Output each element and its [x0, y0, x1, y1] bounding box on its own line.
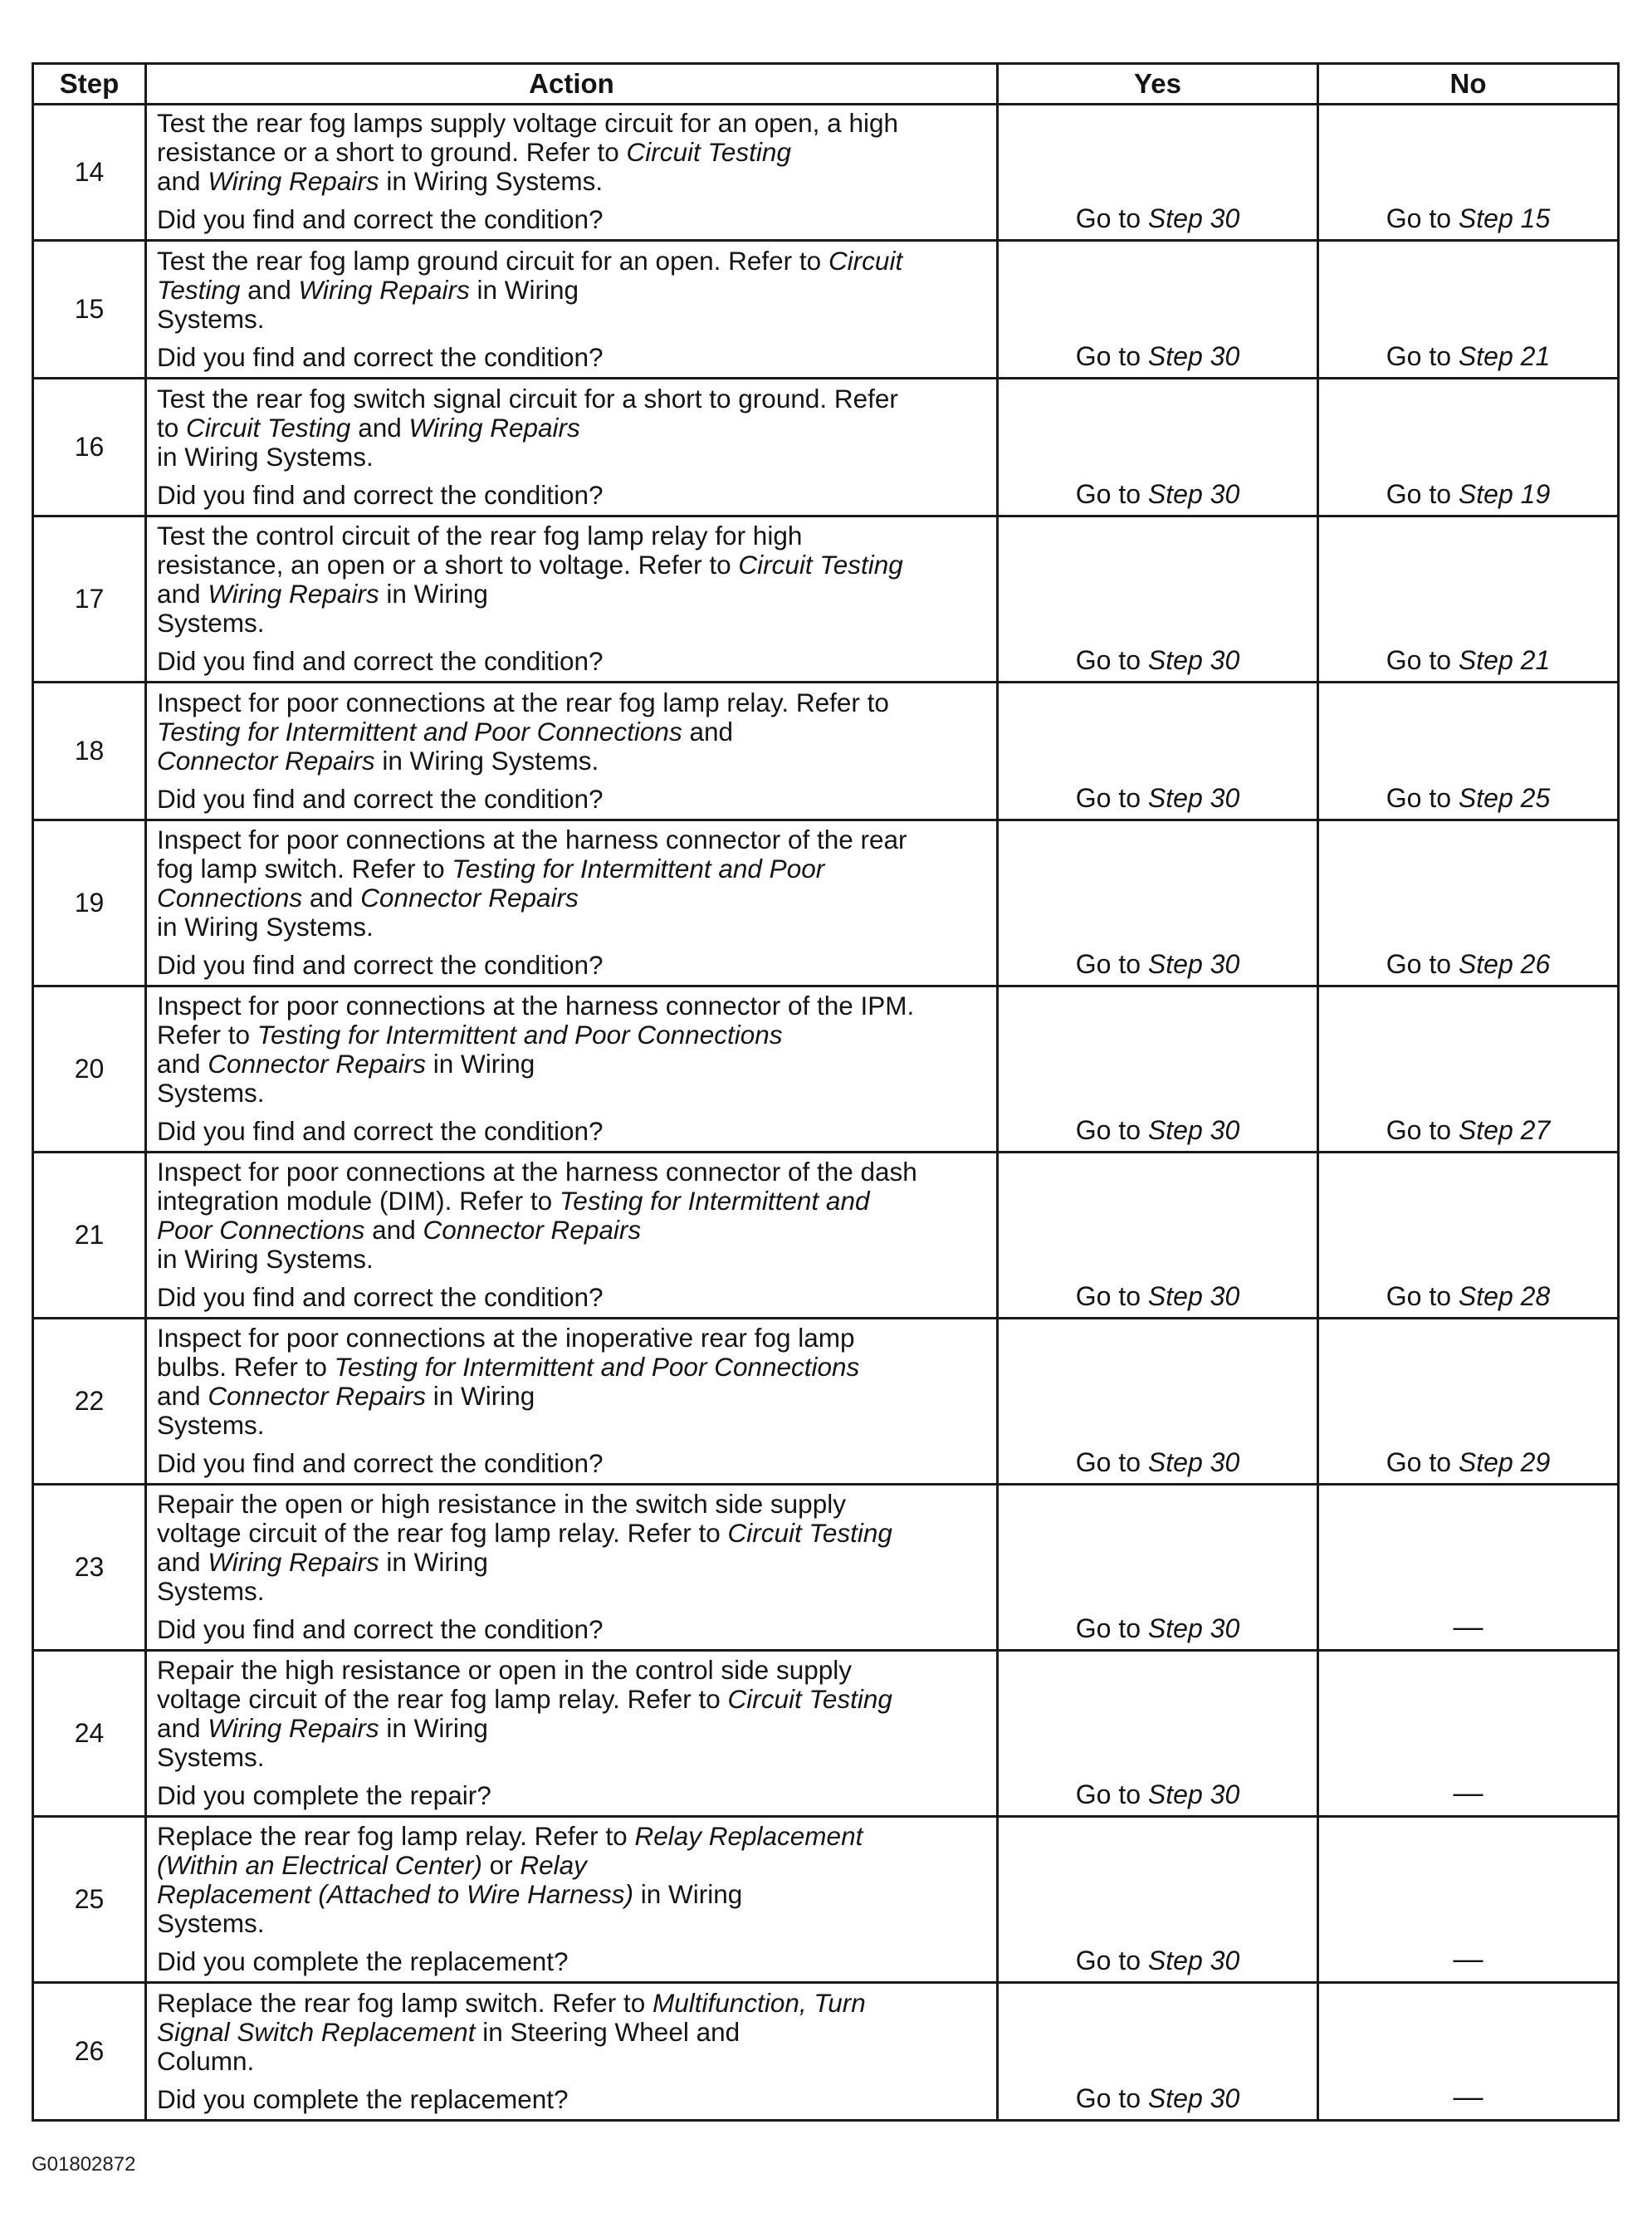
- action-text-segment: and: [157, 1049, 201, 1079]
- step-number: 18: [33, 683, 146, 820]
- reference-link-text: Circuit Testing: [626, 137, 791, 167]
- reference-link-text: Relay Replacement (Within an Electrical Center): [157, 1821, 863, 1880]
- step-number: 21: [33, 1153, 146, 1319]
- reference-link-text: Circuit Testing: [738, 550, 903, 580]
- no-result: [1318, 105, 1619, 241]
- action-cell: [146, 1651, 998, 1817]
- action-cell: [146, 1319, 998, 1485]
- goto-prefix: Go to: [1386, 645, 1452, 675]
- action-text-segment: in Wiring Systems.: [157, 1381, 535, 1440]
- action-cell: [146, 1485, 998, 1651]
- question-text: Did you find and correct the condition?: [157, 342, 604, 372]
- table-row: [33, 820, 1619, 986]
- no-result: [1318, 516, 1619, 683]
- no-result: [1318, 820, 1619, 986]
- action-text: [157, 521, 988, 638]
- table-row: [33, 241, 1619, 379]
- yes-result: [998, 1485, 1318, 1651]
- figure-id: G01802872: [32, 2153, 136, 2176]
- reference-link-text: Wiring Repairs: [208, 1547, 379, 1577]
- reference-link-text: Connector Repairs: [423, 1215, 642, 1245]
- action-text-segment: Inspect for poor connections at the rear fog lamp relay. Refer to: [157, 688, 889, 717]
- step-number: 19: [33, 820, 146, 986]
- reference-link-text: Relay Replacement (Attached to Wire Harness): [157, 1850, 633, 1909]
- no-step-ref: Step 21: [1458, 341, 1551, 371]
- no-step-ref: Step 19: [1458, 479, 1551, 509]
- action-text-segment: and: [157, 1547, 201, 1577]
- reference-link-text: Wiring Repairs: [208, 579, 379, 609]
- goto-prefix: Go to: [1075, 1281, 1141, 1311]
- action-text-segment: and: [157, 166, 201, 196]
- question-text: Did you find and correct the condition?: [157, 646, 604, 676]
- reference-link-text: Testing for Intermittent and Poor Connections: [157, 717, 682, 746]
- reference-link-text: Multifunction, Turn Signal Switch Replacement: [157, 1988, 866, 2047]
- question-text: Did you complete the repair?: [157, 1780, 491, 1810]
- reference-link-text: Wiring Repairs: [408, 413, 580, 443]
- action-text: [157, 825, 988, 942]
- yes-result: [998, 820, 1318, 986]
- reference-link-text: Wiring Repairs: [208, 1713, 379, 1743]
- reference-link-text: Connector Repairs: [360, 883, 579, 913]
- action-cell: [146, 986, 998, 1153]
- no-result: [1318, 379, 1619, 516]
- action-text-segment: in Wiring Systems.: [157, 579, 488, 638]
- action-text-segment: Test the rear fog switch signal circuit for a short to ground. Refer to: [157, 384, 898, 443]
- reference-link-text: Connector Repairs: [208, 1049, 426, 1079]
- action-text-segment: and: [689, 717, 734, 746]
- action-cell: [146, 1153, 998, 1319]
- reference-link-text: Testing for Intermittent and Poor Connections: [157, 854, 825, 913]
- action-text-segment: in Wiring Systems.: [157, 1244, 374, 1274]
- reference-link-text: Testing for Intermittent and Poor Connections: [157, 1186, 870, 1245]
- step-number: 16: [33, 379, 146, 516]
- action-text: [157, 688, 988, 776]
- step-number: 25: [33, 1817, 146, 1983]
- action-text-segment: and: [240, 275, 299, 305]
- header-action: Action: [146, 64, 998, 105]
- action-text-segment: in Wiring Systems.: [157, 1713, 488, 1772]
- step-number: 26: [33, 1983, 146, 2121]
- table-row: [33, 683, 1619, 820]
- action-text-segment: or: [481, 1850, 521, 1880]
- action-text-segment: in Wiring Systems.: [157, 1547, 488, 1606]
- no-step-ref: Step 26: [1458, 949, 1551, 979]
- action-text: [157, 1158, 988, 1274]
- no-step-ref: Step 27: [1458, 1115, 1551, 1145]
- reference-link-text: Testing for Intermittent and Poor Connections: [334, 1352, 860, 1382]
- action-text-segment: in Wiring Systems.: [157, 1879, 743, 1938]
- action-text: [157, 1656, 988, 1772]
- yes-result: [998, 516, 1318, 683]
- goto-prefix: Go to: [1386, 203, 1452, 233]
- no-step-ref: Step 15: [1458, 203, 1551, 233]
- yes-result: [998, 1983, 1318, 2121]
- table-row: [33, 379, 1619, 516]
- action-cell: [146, 379, 998, 516]
- action-text-segment: Inspect for poor connections at the harness connector of the IPM. Refer to: [157, 991, 915, 1050]
- action-text-segment: in Wiring Systems.: [374, 746, 599, 776]
- yes-result: [998, 986, 1318, 1153]
- reference-link-text: Connector Repairs: [208, 1381, 426, 1411]
- yes-step-ref: Step 30: [1147, 1779, 1240, 1809]
- header-step: Step: [33, 64, 146, 105]
- action-text-segment: and: [302, 883, 361, 913]
- yes-result: [998, 1319, 1318, 1485]
- yes-step-ref: Step 30: [1147, 203, 1240, 233]
- goto-prefix: Go to: [1075, 1115, 1141, 1145]
- table-row: [33, 1153, 1619, 1319]
- header-no: No: [1318, 64, 1619, 105]
- action-text: [157, 1989, 988, 2076]
- action-text-segment: in Steering Wheel and Column.: [157, 2017, 740, 2076]
- goto-prefix: Go to: [1075, 1946, 1141, 1975]
- goto-prefix: Go to: [1075, 203, 1141, 233]
- yes-step-ref: Step 30: [1147, 1946, 1240, 1975]
- reference-link-text: Testing for Intermittent and Poor Connections: [257, 1020, 783, 1050]
- yes-step-ref: Step 30: [1147, 1447, 1240, 1477]
- reference-link-text: Circuit Testing: [727, 1684, 892, 1714]
- goto-prefix: Go to: [1075, 645, 1141, 675]
- action-text-segment: Test the rear fog lamps supply voltage circuit for an open, a high resistance or a short to ground. Refer to: [157, 108, 898, 167]
- action-text-segment: in Wiring Systems.: [157, 1049, 535, 1108]
- step-number: 22: [33, 1319, 146, 1485]
- goto-prefix: Go to: [1075, 949, 1141, 979]
- no-result: [1318, 1153, 1619, 1319]
- action-text: [157, 247, 988, 334]
- yes-step-ref: Step 30: [1147, 949, 1240, 979]
- goto-prefix: Go to: [1386, 479, 1452, 509]
- goto-prefix: Go to: [1386, 1115, 1452, 1145]
- action-text-segment: Inspect for poor connections at the harness connector of the dash integration module (DIM). Refer to: [157, 1157, 917, 1216]
- question-text: Did you find and correct the condition?: [157, 204, 604, 234]
- action-text-segment: Test the rear fog lamp ground circuit for an open. Refer to: [157, 246, 828, 276]
- action-text-segment: Test the control circuit of the rear fog lamp relay for high resistance, an open or a short to voltage. Refer to: [157, 521, 803, 580]
- table-body: [33, 105, 1619, 2121]
- action-text: [157, 109, 988, 196]
- goto-prefix: Go to: [1386, 1447, 1452, 1477]
- yes-result: [998, 1153, 1318, 1319]
- table-row: [33, 105, 1619, 241]
- step-number: 23: [33, 1485, 146, 1651]
- action-cell: [146, 105, 998, 241]
- goto-prefix: Go to: [1386, 949, 1452, 979]
- action-text: [157, 1490, 988, 1606]
- no-result: [1318, 683, 1619, 820]
- step-number: 17: [33, 516, 146, 683]
- table-row: [33, 1651, 1619, 1817]
- reference-link-text: Connector Repairs: [157, 746, 375, 776]
- action-text-segment: Replace the rear fog lamp switch. Refer to: [157, 1988, 653, 2018]
- action-cell: [146, 516, 998, 683]
- table-header-row: [33, 64, 1619, 105]
- yes-step-ref: Step 30: [1147, 783, 1240, 813]
- step-number: 24: [33, 1651, 146, 1817]
- action-text-segment: and: [157, 1381, 201, 1411]
- step-number: 15: [33, 241, 146, 379]
- yes-step-ref: Step 30: [1147, 645, 1240, 675]
- action-text: [157, 1822, 988, 1938]
- header-yes: Yes: [998, 64, 1318, 105]
- goto-prefix: Go to: [1075, 479, 1141, 509]
- table-row: [33, 516, 1619, 683]
- reference-link-text: Circuit Testing: [157, 246, 903, 305]
- no-result: —: [1318, 1651, 1619, 1817]
- no-result: [1318, 986, 1619, 1153]
- action-text-segment: in Wiring Systems.: [379, 166, 604, 196]
- no-step-ref: Step 28: [1458, 1281, 1551, 1311]
- step-number: 20: [33, 986, 146, 1153]
- table-row: [33, 1485, 1619, 1651]
- action-text-segment: in Wiring Systems.: [157, 275, 579, 334]
- action-cell: [146, 241, 998, 379]
- no-step-ref: Step 21: [1458, 645, 1551, 675]
- yes-result: [998, 379, 1318, 516]
- yes-step-ref: Step 30: [1147, 479, 1240, 509]
- table-row: [33, 1983, 1619, 2121]
- goto-prefix: Go to: [1386, 341, 1452, 371]
- table-row: [33, 1319, 1619, 1485]
- question-text: Did you complete the replacement?: [157, 1946, 569, 1976]
- action-cell: [146, 683, 998, 820]
- yes-step-ref: Step 30: [1147, 341, 1240, 371]
- action-text-segment: in Wiring Systems.: [157, 442, 374, 472]
- goto-prefix: Go to: [1075, 1779, 1141, 1809]
- yes-result: [998, 683, 1318, 820]
- yes-step-ref: Step 30: [1147, 1613, 1240, 1643]
- action-cell: [146, 1983, 998, 2121]
- action-text-segment: Repair the high resistance or open in the control side supply voltage circuit of the rear fog lamp relay. Refer to: [157, 1655, 852, 1714]
- action-text-segment: and: [157, 579, 201, 609]
- goto-prefix: Go to: [1075, 1613, 1141, 1643]
- reference-link-text: Wiring Repairs: [208, 166, 379, 196]
- action-text: [157, 991, 988, 1108]
- action-text: [157, 384, 988, 472]
- diagnostic-table: [32, 62, 1620, 2122]
- reference-link-text: Wiring Repairs: [298, 275, 470, 305]
- question-text: Did you find and correct the condition?: [157, 784, 604, 814]
- action-text-segment: Inspect for poor connections at the inoperative rear fog lamp bulbs. Refer to: [157, 1323, 855, 1382]
- goto-prefix: Go to: [1075, 2083, 1141, 2113]
- action-cell: [146, 1817, 998, 1983]
- question-text: Did you find and correct the condition?: [157, 950, 604, 980]
- action-text-segment: and: [350, 413, 409, 443]
- no-result: —: [1318, 1983, 1619, 2121]
- action-text-segment: Inspect for poor connections at the harness connector of the rear fog lamp switch. Refer to: [157, 825, 907, 884]
- action-text-segment: Repair the open or high resistance in the switch side supply voltage circuit of the rear fog lamp relay. Refer to: [157, 1489, 846, 1548]
- question-text: Did you find and correct the condition?: [157, 1448, 604, 1478]
- table-row: [33, 1817, 1619, 1983]
- reference-link-text: Circuit Testing: [727, 1518, 892, 1548]
- yes-result: [998, 1817, 1318, 1983]
- no-result: —: [1318, 1485, 1619, 1651]
- goto-prefix: Go to: [1386, 1281, 1452, 1311]
- no-result: [1318, 241, 1619, 379]
- yes-result: [998, 105, 1318, 241]
- yes-step-ref: Step 30: [1147, 1281, 1240, 1311]
- yes-result: [998, 1651, 1318, 1817]
- action-text-segment: in Wiring Systems.: [157, 912, 374, 942]
- action-text: [157, 1324, 988, 1440]
- step-number: 14: [33, 105, 146, 241]
- yes-step-ref: Step 30: [1147, 1115, 1240, 1145]
- no-step-ref: Step 25: [1458, 783, 1551, 813]
- no-result: —: [1318, 1817, 1619, 1983]
- question-text: Did you find and correct the condition?: [157, 1282, 604, 1312]
- question-text: Did you complete the replacement?: [157, 2084, 569, 2114]
- table-row: [33, 986, 1619, 1153]
- action-cell: [146, 820, 998, 986]
- goto-prefix: Go to: [1075, 341, 1141, 371]
- goto-prefix: Go to: [1075, 1447, 1141, 1477]
- goto-prefix: Go to: [1386, 783, 1452, 813]
- action-text-segment: and: [364, 1215, 423, 1245]
- question-text: Did you find and correct the condition?: [157, 1614, 604, 1644]
- reference-link-text: Circuit Testing: [186, 413, 351, 443]
- yes-step-ref: Step 30: [1147, 2083, 1240, 2113]
- question-text: Did you find and correct the condition?: [157, 1116, 604, 1146]
- yes-result: [998, 241, 1318, 379]
- question-text: Did you find and correct the condition?: [157, 480, 604, 510]
- action-text-segment: Replace the rear fog lamp relay. Refer to: [157, 1821, 635, 1851]
- action-text-segment: and: [157, 1713, 201, 1743]
- goto-prefix: Go to: [1075, 783, 1141, 813]
- no-result: [1318, 1319, 1619, 1485]
- no-step-ref: Step 29: [1458, 1447, 1551, 1477]
